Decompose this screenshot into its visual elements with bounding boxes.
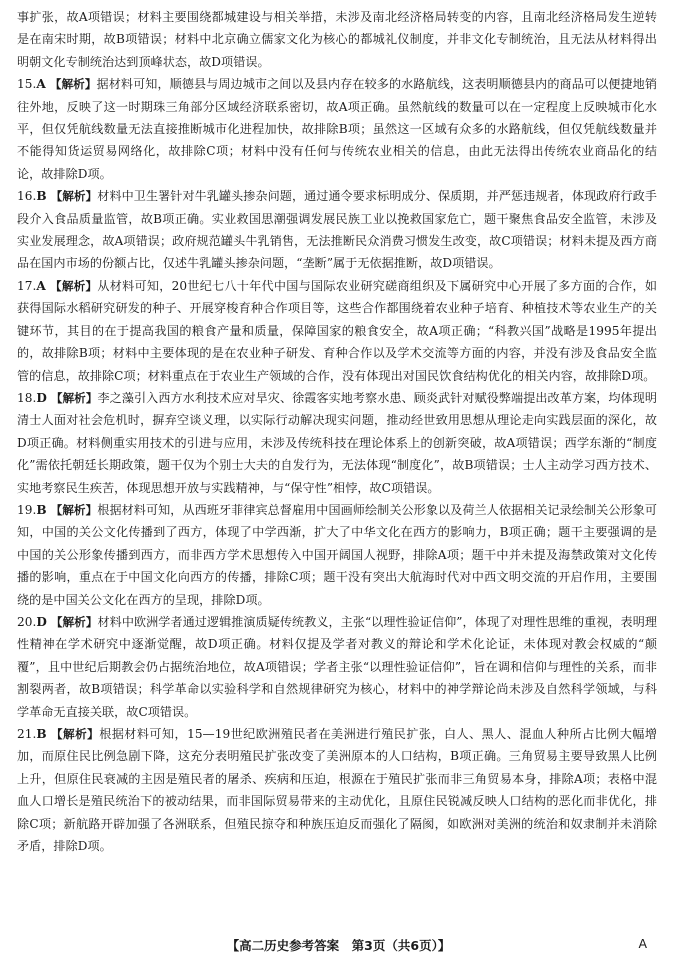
item-answer: D [36,390,47,405]
item-answer: B [36,502,47,517]
intro-paragraph [17,6,657,73]
item-answer: B [36,189,47,204]
answer-item-20 [17,611,657,723]
answer-item-21 [17,723,657,857]
analysis-text: 根据材料可知，15—19世纪欧洲殖民者在美洲进行殖民扩张，白人、黑人、混血人种所占比例大幅增加，而原住民比例急剧下降，这充分表明殖民扩张改变了美洲原本的人口结构，B项正确。三角贸易主要导致黑人比例上升，但原住民衰减的主因是殖民者的屠杀、疾病和压迫，根源在于殖民扩张而非三角贸易本身，排除A项；表格中混血人口增长是殖民统治下的被动结果，而非国际贸易带来的主动优化，且原住民锐减反映人口结构的恶化而非优化，排除C项；新航路开辟加强了各洲联系，但殖民掠夺和种族压迫反而强化了隔阂，如欧洲对美洲的统治和奴隶制并未消除矛盾，排除D项。 [17,727,657,854]
intro-text: 事扩张，故A项错误；材料主要围绕都城建设与相关举措，未涉及南北经济格局转变的内容，且南北经济格局发生逆转是在南宋时期，故B项错误；材料中北京确立儒家文化为核心的都城礼仪制度，并非文化专制统治，且无法从材料得出明朝文化专制统治达到顶峰状态，故D项错误。 [17,10,657,69]
item-number: 18. [17,390,37,405]
item-number: 17. [17,278,37,293]
item-answer: A [36,278,46,293]
item-answer: A [36,77,46,92]
item-number: 16. [17,189,37,204]
page-footer [0,936,677,956]
analysis-tag: 【解析】 [49,278,98,293]
item-number: 19. [17,502,37,517]
analysis-tag: 【解析】 [50,390,98,405]
footer-title: 【高二历史参考答案 第3页（共6页）】 [226,938,451,953]
analysis-text: 材料中卫生署针对牛乳罐头掺杂问题，通过通令要求标明成分、保质期，并严惩违规者，体现政府行政手段介入食品质量监管，故B项正确。实业救国思潮强调发展民族工业以挽救国家危亡，题干聚焦食品安全监管，未涉及实业发展理念，故A项错误；政府规范罐头牛乳销售，无法推断民众消费习惯发生改变，故C项错误；材料未提及西方商品在国内市场的份额占比，仅述牛乳罐头掺杂问题，“垄断”属于无依据推断，故D项错误。 [17,189,657,271]
analysis-text: 根据材料可知，从西班牙菲律宾总督雇用中国画师绘制关公形象以及荷兰人依据相关记录绘制关公形象可知，中国的关公文化传播到了西方，体现了中学西渐，扩大了中华文化在西方的影响力，B项正确；题干主要强调的是中国的关公形象传播到西方，而非西方学术思想传入中国开阔国人视野，排除A项；题干中并未提及海禁政策对文化传播的影响，重点在于中国文化向西方的传播，排除C项；题干没有突出大航海时代对中西文明交流的开启作用，主要围绕的是中国关公文化在西方的呈现，排除D项。 [17,502,657,607]
analysis-text: 从材料可知，20世纪七八十年代中国与国际农业研究磋商组织及下属研究中心开展了多方面的合作，如获得国际水稻研究研发的种子、开展穿梭育种合作项目等，这些合作都围绕着农业种子培育、种植技术等农业生产的关键环节，其目的在于提高我国的粮食产量和质量，保障国家的粮食安全，故A项正确；“科教兴国”战略是1995年提出的，故排除B项；材料中主要体现的是在农业种子研发、育种合作以及学术交流等方面的内容，并没有涉及食品安全监管的信息，故排除C项；材料重点在于农业生产领域的合作，没有体现出对国民饮食结构优化的相关内容，故排除D项。 [17,278,657,383]
analysis-text: 材料中欧洲学者通过逻辑推演质疑传统教义，主张“以理性验证信仰”，体现了对理性思维的重视，表明理性精神在学术研究中逐渐觉醒，故D项正确。材料仅提及学者对教义的辩论和学术化论证，未体现对教会权威的“颠覆”，且中世纪后期教会仍占据统治地位，故A项错误；学者主张“以理性验证信仰”，旨在调和信仰与理性的关系，而非割裂两者，故B项错误；科学革命以实验科学和自然规律研究为核心，材料中的神学辩论尚未涉及自然科学领域，与科学革命无直接关联，故C项错误。 [17,614,658,719]
answer-item-16 [17,185,657,275]
analysis-tag: 【解析】 [50,189,98,204]
analysis-tag: 【解析】 [50,614,98,629]
analysis-tag: 【解析】 [49,77,97,92]
item-number: 21. [17,727,37,741]
page-content [17,6,657,857]
version-letter: A [638,936,647,951]
answer-item-18 [17,387,657,499]
item-number: 15. [17,77,37,92]
analysis-tag: 【解析】 [50,502,98,517]
item-number: 20. [17,614,37,629]
analysis-tag: 【解析】 [50,727,100,741]
analysis-text: 李之藻引入西方水利技术应对旱灾、徐霞客实地考察水患、顾炎武针对赋役弊端提出改革方案，均体现明清士人面对社会危机时，摒弃空谈义理，以实际行动解决现实问题，推动经世致用思想从理论走向实践层面的深化，故D项正确。材料侧重实用技术的引进与应用，未涉及传统科技在理论体系上的创新突破，故A项错误；西学东渐的“制度化”需依托朝廷长期政策，题干仅为个别士大夫的自发行为，无法体现“制度化”，故B项错误；士人主动学习西方技术、实地考察民生疾苦，体现思想开放与实践精神，与“保守性”相悖，故C项错误。 [17,390,657,495]
item-answer: B [36,727,47,741]
answer-item-15 [17,73,657,185]
answer-item-19 [17,499,657,611]
analysis-text: 据材料可知，顺德县与周边城市之间以及县内存在较多的水路航线，这表明顺德县内的商品可以便捷地销往外地，反映了这一时期珠三角部分区域经济联系密切，故A项正确。虽然航线的数量可以在一定程度上反映城市化水平，但仅凭航线数量无法直接推断城市化进程加快，故排除B项；虽然这一区域有众多的水路航线，但仅凭航线数量并不能得知货运贸易网络化，故排除C项；材料中没有任何与传统农业相关的信息，由此无法得出传统农业商品化的结论，故排除D项。 [17,77,657,181]
item-answer: D [36,614,47,629]
answer-item-17 [17,275,657,387]
